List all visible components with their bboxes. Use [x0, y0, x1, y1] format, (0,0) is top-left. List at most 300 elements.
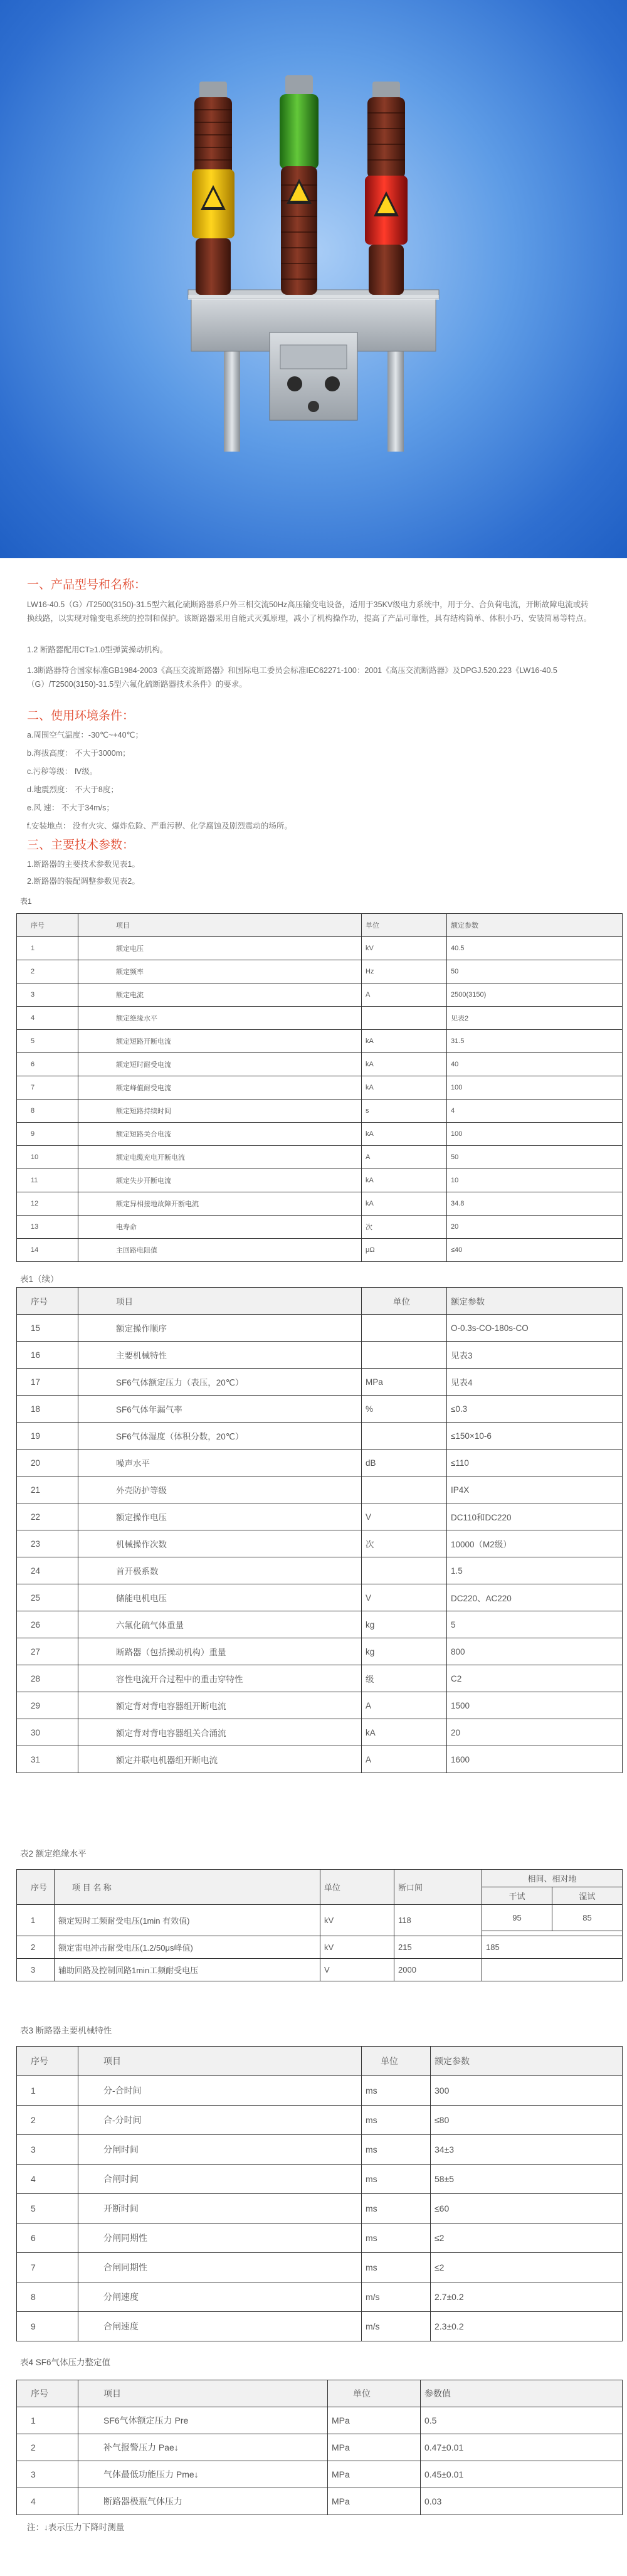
table-2-caption: 表2 额定绝缘水平: [20, 1849, 87, 1858]
table-row: [17, 2253, 623, 2282]
table-row: [17, 2135, 623, 2165]
cell: 2: [17, 960, 78, 983]
cell: ≤0.3: [447, 1396, 623, 1423]
cell: V: [362, 1584, 447, 1611]
cell: 合闸时间: [78, 2165, 362, 2194]
cell: 合-分时间: [78, 2106, 362, 2135]
cell: 1500: [447, 1692, 623, 1719]
cell: MPa: [328, 2407, 421, 2434]
cell: 额定雷电冲击耐受电压(1.2/50μs峰值): [55, 1936, 320, 1959]
cell: 10: [17, 1146, 78, 1169]
table-row: [17, 1423, 623, 1450]
table-row: [17, 1476, 623, 1503]
cell: V: [320, 1959, 394, 1981]
cell: 11: [17, 1169, 78, 1192]
cell: 额定背对背电容器组关合涌流: [78, 1719, 362, 1746]
cell: 20: [447, 1719, 623, 1746]
cell: 27: [17, 1638, 78, 1665]
table-header-row: [17, 2047, 623, 2076]
cell: 1: [17, 2076, 78, 2106]
cell: ≤2: [431, 2224, 623, 2253]
cell: kA: [362, 1192, 447, 1216]
cell: 7: [17, 2253, 78, 2282]
pole-red: [365, 82, 408, 295]
tech-item: 2.断路器的装配调整参数见表2。: [27, 877, 140, 886]
col-header: 单位: [362, 914, 447, 937]
cell: 13: [17, 1216, 78, 1239]
cell: 5: [17, 2194, 78, 2224]
col-header: 项目: [78, 2380, 328, 2407]
cell: 外壳防护等级: [78, 1476, 362, 1503]
cell: 4: [447, 1100, 623, 1123]
cell: 分闸速度: [78, 2282, 362, 2312]
cell: 8: [17, 2282, 78, 2312]
cell: 58±5: [431, 2165, 623, 2194]
cell: 215: [394, 1936, 482, 1959]
cell: 2.3±0.2: [431, 2312, 623, 2341]
table-row: [17, 1053, 623, 1076]
cabinet-indicator: [287, 376, 302, 391]
cell: 级: [362, 1665, 447, 1692]
env-item: c.污秽等级： Ⅳ级。: [27, 767, 98, 776]
col-header: 序号: [17, 914, 78, 937]
table-4: [16, 2380, 623, 2515]
col-header: 项目: [78, 914, 362, 937]
cell: 1600: [447, 1746, 623, 1773]
cell: 10000（M2级）: [447, 1530, 623, 1557]
cell: 0.03: [421, 2488, 623, 2515]
table-row: [17, 1169, 623, 1192]
cell: s: [362, 1100, 447, 1123]
cell: 额定电缆充电开断电流: [78, 1146, 362, 1169]
col-subheader: 干试: [482, 1887, 552, 1905]
cell: 额定频率: [78, 960, 362, 983]
table-4-caption: 表4 SF6气体压力整定值: [20, 2358, 111, 2367]
cell: 额定短路持续时间: [78, 1100, 362, 1123]
table-row: [17, 1936, 623, 1959]
cell: 16: [17, 1342, 78, 1369]
cell: V: [362, 1503, 447, 1530]
cell: 30: [17, 1719, 78, 1746]
cell: 见表3: [447, 1342, 623, 1369]
cell: 20: [17, 1450, 78, 1476]
cell: 800: [447, 1638, 623, 1665]
cell: 118: [394, 1905, 482, 1936]
cell: dB: [362, 1450, 447, 1476]
cell: ≤40: [447, 1239, 623, 1262]
cell: [362, 1423, 447, 1450]
col-header: 额定参数: [447, 1288, 623, 1315]
cell: 0.47±0.01: [421, 2434, 623, 2461]
cell: 3: [17, 1959, 55, 1981]
env-item: f.安装地点： 没有火灾、爆炸危险、严重污秽、化学腐蚀及剧烈震动的场所。: [27, 822, 292, 830]
cell: 额定峰值耐受电流: [78, 1076, 362, 1100]
table-row: [17, 1146, 623, 1169]
cell: 34±3: [431, 2135, 623, 2165]
cell: 4: [17, 1007, 78, 1030]
cell: kA: [362, 1719, 447, 1746]
table-row: [17, 1076, 623, 1100]
col-header: 项 目 名 称: [55, 1870, 320, 1905]
table-row: [17, 1611, 623, 1638]
cell: 5: [447, 1611, 623, 1638]
table-row: [17, 1584, 623, 1611]
cell: C2: [447, 1665, 623, 1692]
cell: ms: [362, 2253, 431, 2282]
cell: 4: [17, 2165, 78, 2194]
cell: 5: [17, 1030, 78, 1053]
cell: kg: [362, 1611, 447, 1638]
cell: 50: [447, 1146, 623, 1169]
cell: 100: [447, 1076, 623, 1100]
col-header: 项目: [78, 1288, 362, 1315]
cell: ms: [362, 2165, 431, 2194]
cell: 2000: [394, 1959, 482, 1981]
cell: 19: [17, 1423, 78, 1450]
cell: 储能电机电压: [78, 1584, 362, 1611]
cell: 8: [17, 1100, 78, 1123]
cell: MPa: [328, 2434, 421, 2461]
env-item: d.地震烈度： 不大于8度；: [27, 785, 119, 794]
table-row: [17, 983, 623, 1007]
cell: 28: [17, 1665, 78, 1692]
table-row: [17, 1638, 623, 1665]
col-header: 额定参数: [447, 914, 623, 937]
cell: 50: [447, 960, 623, 983]
cell: ≤110: [447, 1450, 623, 1476]
col-header: 单位: [328, 2380, 421, 2407]
cell: kA: [362, 1169, 447, 1192]
cell: SF6气体额定压力 Pre: [78, 2407, 328, 2434]
table-row: [17, 1369, 623, 1396]
table-row: [17, 1192, 623, 1216]
cell: kA: [362, 1053, 447, 1076]
cell: 7: [17, 1076, 78, 1100]
cell: 3: [17, 2135, 78, 2165]
cell: 9: [17, 1123, 78, 1146]
cell: 开断时间: [78, 2194, 362, 2224]
cell: A: [362, 1746, 447, 1773]
table-row: [17, 1342, 623, 1369]
cell: 额定并联电机器组开断电流: [78, 1746, 362, 1773]
cell: 电寿命: [78, 1216, 362, 1239]
col-header: 项目: [78, 2047, 362, 2076]
cell: 2: [17, 1936, 55, 1959]
table-1-caption: 表1: [20, 897, 32, 906]
cell: 21: [17, 1476, 78, 1503]
table-row: [17, 1665, 623, 1692]
cell: 辅助回路及控制回路1min工频耐受电压: [55, 1959, 320, 1981]
cell: 40: [447, 1053, 623, 1076]
left-support-leg: [224, 351, 240, 452]
table-row: [17, 1905, 623, 1931]
cell: 见表4: [447, 1369, 623, 1396]
cell: 15: [17, 1315, 78, 1342]
section-1-item-2: 1.2 断路器配用CT≥1.0型弹簧操动机构。: [27, 645, 168, 654]
section-3-title: 三、主要技术参数：: [27, 839, 135, 852]
table-row: [17, 1396, 623, 1423]
cell: kV: [362, 937, 447, 960]
cell: ms: [362, 2106, 431, 2135]
cell: SF6气体湿度（体积分数，20℃）: [78, 1423, 362, 1450]
cell: [362, 1557, 447, 1584]
table-row: [17, 2407, 623, 2434]
cell: IP4X: [447, 1476, 623, 1503]
cell: 20: [447, 1216, 623, 1239]
table-row: [17, 1692, 623, 1719]
cell: 14: [17, 1239, 78, 1262]
cell: 1: [17, 1905, 55, 1936]
table-row: [17, 1719, 623, 1746]
table-row: [17, 2282, 623, 2312]
cell: 额定操作电压: [78, 1503, 362, 1530]
cell: 额定异相接地故障开断电流: [78, 1192, 362, 1216]
cell: 断路器极瓶气体压力: [78, 2488, 328, 2515]
table-row: [17, 1007, 623, 1030]
cell: ≤60: [431, 2194, 623, 2224]
table-row: [17, 2488, 623, 2515]
col-header: 单位: [362, 1288, 447, 1315]
col-header: 序号: [17, 2047, 78, 2076]
cell: kV: [320, 1936, 394, 1959]
cell: 2500(3150): [447, 983, 623, 1007]
cell: A: [362, 1146, 447, 1169]
col-header: 断口间: [394, 1870, 482, 1905]
cell: 3: [17, 2461, 78, 2488]
cell: kA: [362, 1123, 447, 1146]
circuit-breaker-illustration: [0, 0, 627, 558]
cell: [362, 1476, 447, 1503]
cell: MPa: [328, 2488, 421, 2515]
cell: 1.5: [447, 1557, 623, 1584]
table-row: [17, 1239, 623, 1262]
cell: 分闸时间: [78, 2135, 362, 2165]
right-support-leg: [387, 351, 404, 452]
table-row: [17, 2461, 623, 2488]
col-header: 序号: [17, 2380, 78, 2407]
cell: 300: [431, 2076, 623, 2106]
section-2-title: 二、使用环境条件：: [27, 709, 135, 723]
table-row: [17, 1216, 623, 1239]
cell: 3: [17, 983, 78, 1007]
env-item: b.海拔高度： 不大于3000m；: [27, 749, 130, 758]
cell: 主要机械特性: [78, 1342, 362, 1369]
table-4-note: 注：↓表示压力下降时测量: [27, 2523, 125, 2532]
cell: 1: [17, 937, 78, 960]
table-row: [17, 2194, 623, 2224]
table-row: [17, 2165, 623, 2194]
col-header: 相间、相对地: [482, 1870, 623, 1887]
table-row: [17, 1030, 623, 1053]
table-header-row: [17, 914, 623, 937]
table-row: [17, 1123, 623, 1146]
section-1-title: 一、产品型号和名称：: [27, 578, 147, 591]
cell: A: [362, 983, 447, 1007]
cell: 1: [17, 2407, 78, 2434]
cell: 额定绝缘水平: [78, 1007, 362, 1030]
cell: %: [362, 1396, 447, 1423]
cell: 额定背对背电容器组开断电流: [78, 1692, 362, 1719]
table-row: [17, 2224, 623, 2253]
table-row: [17, 960, 623, 983]
table-2: [16, 1869, 623, 1981]
section-1-paragraph: LW16-40.5（G）/T2500(3150)-31.5型六氟化硫断路器系户外三相交流50Hz高压输变电设备，适用于35KV级电力系统中，用于分、合负荷电流，开断故障电流或转换线路，以实现对输变电系统的控制和保护。该断路器采用自能式灭弧原理，减小了机构操作功，提高了产品可靠性，具有结构简单、体积小巧、安装简易等特点。: [27, 600, 592, 623]
cell: ms: [362, 2194, 431, 2224]
cell: 0.45±0.01: [421, 2461, 623, 2488]
cell: A: [362, 1692, 447, 1719]
cell: 23: [17, 1530, 78, 1557]
cell: 29: [17, 1692, 78, 1719]
cell: kA: [362, 1076, 447, 1100]
table-row: [17, 2076, 623, 2106]
cell: 6: [17, 1053, 78, 1076]
cell: 17: [17, 1369, 78, 1396]
cell: 额定短路开断电流: [78, 1030, 362, 1053]
cell: 分闸同期性: [78, 2224, 362, 2253]
cell: SF6气体额定压力（表压，20℃）: [78, 1369, 362, 1396]
col-subheader: 湿试: [552, 1887, 623, 1905]
col-header: 额定参数: [431, 2047, 623, 2076]
cell: 次: [362, 1530, 447, 1557]
cell: 31.5: [447, 1030, 623, 1053]
cell: Hz: [362, 960, 447, 983]
cell: 见表2: [447, 1007, 623, 1030]
cell: 10: [447, 1169, 623, 1192]
cell: [362, 1315, 447, 1342]
cell-spacer: [482, 1931, 623, 1936]
cell: 分-合时间: [78, 2076, 362, 2106]
cell: 4: [17, 2488, 78, 2515]
cell: 25: [17, 1584, 78, 1611]
cell: 26: [17, 1611, 78, 1638]
table-row: [17, 1100, 623, 1123]
cell: 0.5: [421, 2407, 623, 2434]
cell: 额定失步开断电流: [78, 1169, 362, 1192]
cell: SF6气体年漏气率: [78, 1396, 362, 1423]
cell: 22: [17, 1503, 78, 1530]
cell: 容性电流开合过程中的重击穿特性: [78, 1665, 362, 1692]
table-row: [17, 1503, 623, 1530]
cell: 95: [482, 1905, 552, 1931]
cell: [362, 1342, 447, 1369]
table-header-row: [17, 2380, 623, 2407]
table-row: [17, 2434, 623, 2461]
cell: 2: [17, 2434, 78, 2461]
cell: 18: [17, 1396, 78, 1423]
cell: μΩ: [362, 1239, 447, 1262]
cell: 2.7±0.2: [431, 2282, 623, 2312]
cell: DC110和DC220: [447, 1503, 623, 1530]
cell: ms: [362, 2224, 431, 2253]
cell: 额定操作顺序: [78, 1315, 362, 1342]
cell: m/s: [362, 2282, 431, 2312]
table-row: [17, 1746, 623, 1773]
cell: ≤80: [431, 2106, 623, 2135]
cell: ms: [362, 2076, 431, 2106]
cell: ≤2: [431, 2253, 623, 2282]
cell: 85: [552, 1905, 623, 1931]
cell: 次: [362, 1216, 447, 1239]
section-1-item-3: 1.3断路器符合国家标准GB1984-2003《高压交流断路器》和国际电工委员会标准IEC62271-100：2001《高压交流断路器》及DPGJ.520.223《LW16-40.5（G）/T2500(3150)-31.5型六氟化硫断路器技术条件》的要求。: [27, 666, 557, 689]
cell: O-0.3s-CO-180s-CO: [447, 1315, 623, 1342]
cell: 100: [447, 1123, 623, 1146]
cell: DC220、AC220: [447, 1584, 623, 1611]
table-1-continued: [16, 1287, 623, 1773]
table-row: [17, 937, 623, 960]
cell: 6: [17, 2224, 78, 2253]
cell: 六氟化硫气体重量: [78, 1611, 362, 1638]
cell: 首开极系数: [78, 1557, 362, 1584]
cell: 额定短路关合电流: [78, 1123, 362, 1146]
table-row: [17, 1959, 623, 1981]
table-3: [16, 2046, 623, 2341]
pole-yellow: [192, 82, 234, 295]
cell: kV: [320, 1905, 394, 1936]
cell: 31: [17, 1746, 78, 1773]
col-header: 序号: [17, 1288, 78, 1315]
cell: 34.8: [447, 1192, 623, 1216]
table-1: [16, 913, 623, 1262]
cell: 额定短时工频耐受电压(1min 有效值): [55, 1905, 320, 1936]
table-row: [17, 2106, 623, 2135]
table-header-row: [17, 1288, 623, 1315]
cell: 气体最低功能压力 Pme↓: [78, 2461, 328, 2488]
table-row: [17, 1557, 623, 1584]
pole-green: [280, 75, 319, 295]
env-item: e.风 速： 不大于34m/s；: [27, 803, 114, 812]
table-header-row: [17, 1870, 623, 1887]
table-1b-caption: 表1（续）: [20, 1275, 59, 1284]
cell: ≤150×10-6: [447, 1423, 623, 1450]
cell: MPa: [328, 2461, 421, 2488]
cell: 12: [17, 1192, 78, 1216]
cell: [362, 1007, 447, 1030]
col-header: 参数值: [421, 2380, 623, 2407]
product-hero-image: [0, 0, 627, 558]
cell: 额定短时耐受电流: [78, 1053, 362, 1076]
cell: 40.5: [447, 937, 623, 960]
cell: 额定电流: [78, 983, 362, 1007]
cell: m/s: [362, 2312, 431, 2341]
cell: MPa: [362, 1369, 447, 1396]
cell: 合闸同期性: [78, 2253, 362, 2282]
cell: kg: [362, 1638, 447, 1665]
col-header: 序号: [17, 1870, 55, 1905]
cell: 噪声水平: [78, 1450, 362, 1476]
tech-item: 1.断路器的主要技术参数见表1。: [27, 860, 140, 869]
cell: kA: [362, 1030, 447, 1053]
cell: 9: [17, 2312, 78, 2341]
cell: 机械操作次数: [78, 1530, 362, 1557]
cell: ms: [362, 2135, 431, 2165]
col-header: 单位: [320, 1870, 394, 1905]
cell: [482, 1959, 623, 1981]
cell: 补气报警压力 Pae↓: [78, 2434, 328, 2461]
table-row: [17, 1450, 623, 1476]
table-row: [17, 2312, 623, 2341]
col-header: 单位: [362, 2047, 431, 2076]
cell: 24: [17, 1557, 78, 1584]
cell: 合闸速度: [78, 2312, 362, 2341]
cell: 额定电压: [78, 937, 362, 960]
cell: 185: [482, 1936, 623, 1959]
cell: 主回路电阻值: [78, 1239, 362, 1262]
table-row: [17, 1530, 623, 1557]
table-row: [17, 1315, 623, 1342]
cell: 2: [17, 2106, 78, 2135]
cell: 断路器（包括操动机构）重量: [78, 1638, 362, 1665]
env-item: a.周围空气温度：-30℃~+40℃；: [27, 731, 144, 739]
